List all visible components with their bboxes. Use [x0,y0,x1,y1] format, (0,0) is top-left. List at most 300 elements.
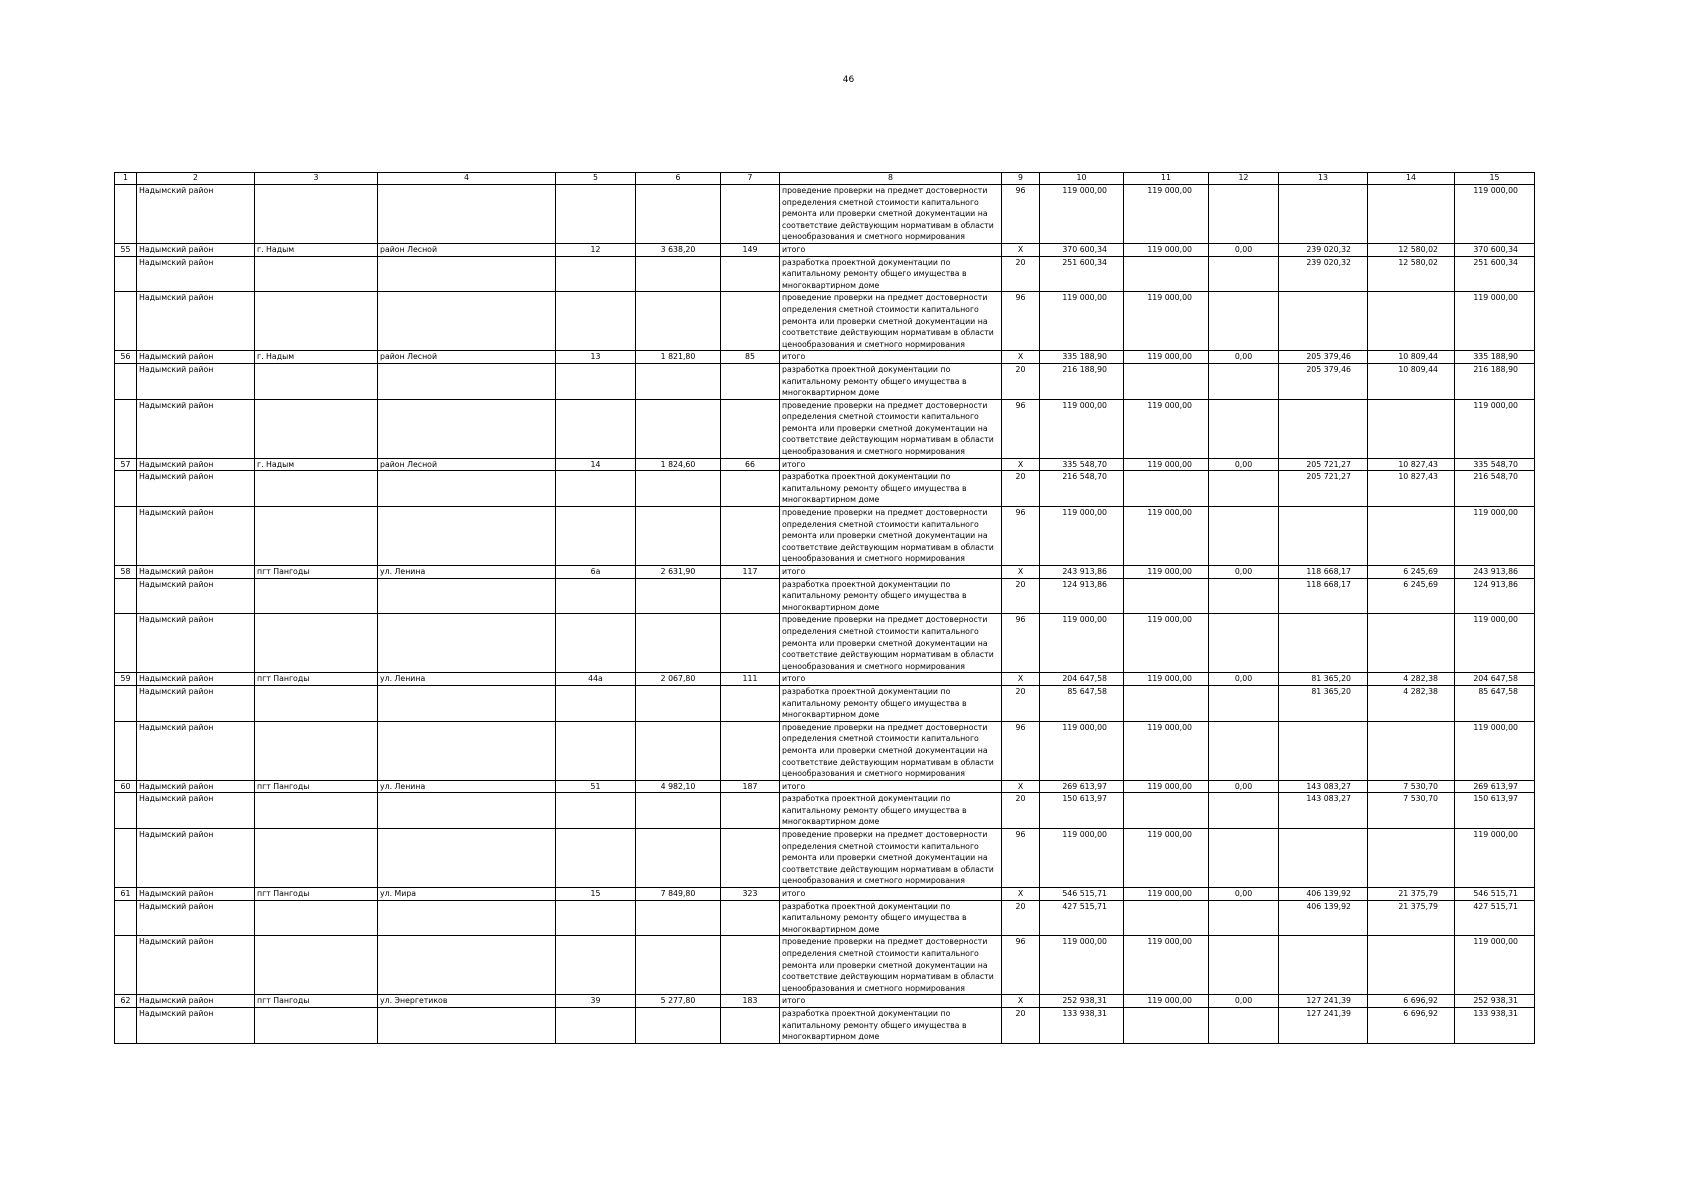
table-row [115,185,1535,244]
sum-cell: 119 000,00 [1455,292,1535,351]
budget-cell [1209,471,1279,507]
other-fund-cell: 6 696,92 [1368,995,1455,1008]
sum-cell: 124 913,86 [1455,578,1535,614]
budget-cell: 0,00 [1209,243,1279,256]
residents-cell: 117 [721,566,780,579]
work-code-cell: 20 [1002,685,1040,721]
street-cell [378,685,556,721]
owners-fund-cell: 205 379,46 [1279,363,1368,399]
total-cost-cell: 243 913,86 [1040,566,1124,579]
column-header-4: 4 [378,173,556,185]
fund-cost-cell: 119 000,00 [1124,243,1209,256]
locality-cell: пгт Пангоды [255,888,378,901]
street-cell: район Лесной [378,351,556,364]
budget-cell: 0,00 [1209,351,1279,364]
budget-cell: 0,00 [1209,458,1279,471]
locality-cell [255,829,378,888]
total-cost-cell: 216 188,90 [1040,363,1124,399]
owners-fund-cell: 239 020,32 [1279,243,1368,256]
sum-cell: 133 938,31 [1455,1007,1535,1043]
fund-cost-cell: 119 000,00 [1124,292,1209,351]
budget-cell [1209,1007,1279,1043]
district-cell: Надымский район [137,243,255,256]
owners-fund-cell [1279,185,1368,244]
work-code-cell: Х [1002,780,1040,793]
street-cell [378,256,556,292]
row-number [115,614,137,673]
district-cell: Надымский район [137,507,255,566]
budget-cell [1209,685,1279,721]
work-type-cell: проведение проверки на предмет достоверности определения сметной стоимости капитального ремонта или проверки сметной документации на соответствие действующим нормативам в области ценообразования и сметного нормирования [780,185,1002,244]
sum-cell: 243 913,86 [1455,566,1535,579]
row-number: 56 [115,351,137,364]
row-number [115,685,137,721]
other-fund-cell: 7 530,70 [1368,780,1455,793]
work-type-cell: итого [780,780,1002,793]
budget-cell [1209,721,1279,780]
sum-cell: 119 000,00 [1455,721,1535,780]
district-cell: Надымский район [137,256,255,292]
fund-cost-cell [1124,578,1209,614]
row-number [115,793,137,829]
street-cell: ул. Энергетиков [378,995,556,1008]
work-type-cell: итого [780,888,1002,901]
street-cell [378,614,556,673]
area-cell [636,292,721,351]
work-type-cell: проведение проверки на предмет достоверности определения сметной стоимости капитального ремонта или проверки сметной документации на соответствие действующим нормативам в области ценообразования и сметного нормирования [780,399,1002,458]
street-cell [378,399,556,458]
table-row [115,614,1535,673]
owners-fund-cell: 205 721,27 [1279,471,1368,507]
residents-cell [721,256,780,292]
residents-cell: 85 [721,351,780,364]
area-cell [636,507,721,566]
sum-cell: 427 515,71 [1455,900,1535,936]
work-code-cell: 96 [1002,185,1040,244]
work-code-cell: 96 [1002,614,1040,673]
work-type-cell: разработка проектной документации по капитальному ремонту общего имущества в многоквартирном доме [780,363,1002,399]
total-cost-cell: 119 000,00 [1040,507,1124,566]
house-number-cell [556,292,636,351]
table-row [115,936,1535,995]
table-row [115,1007,1535,1043]
sum-cell: 546 515,71 [1455,888,1535,901]
district-cell: Надымский район [137,363,255,399]
owners-fund-cell [1279,614,1368,673]
residents-cell [721,829,780,888]
total-cost-cell: 119 000,00 [1040,936,1124,995]
house-number-cell [556,1007,636,1043]
area-cell: 5 277,80 [636,995,721,1008]
work-code-cell: Х [1002,351,1040,364]
row-number: 59 [115,673,137,686]
street-cell [378,721,556,780]
residents-cell: 66 [721,458,780,471]
table-row [115,900,1535,936]
district-cell: Надымский район [137,458,255,471]
district-cell: Надымский район [137,793,255,829]
row-number: 58 [115,566,137,579]
total-cost-cell: 370 600,34 [1040,243,1124,256]
owners-fund-cell [1279,292,1368,351]
work-code-cell: 20 [1002,256,1040,292]
area-cell [636,614,721,673]
house-number-cell [556,185,636,244]
column-header-3: 3 [255,173,378,185]
area-cell [636,721,721,780]
work-type-cell: разработка проектной документации по капитальному ремонту общего имущества в многоквартирном доме [780,256,1002,292]
residents-cell: 149 [721,243,780,256]
locality-cell [255,292,378,351]
other-fund-cell [1368,721,1455,780]
sum-cell: 119 000,00 [1455,829,1535,888]
total-cost-cell: 251 600,34 [1040,256,1124,292]
table-row [115,780,1535,793]
work-code-cell: 20 [1002,793,1040,829]
owners-fund-cell: 239 020,32 [1279,256,1368,292]
district-cell: Надымский район [137,780,255,793]
house-number-cell [556,900,636,936]
other-fund-cell: 6 245,69 [1368,566,1455,579]
area-cell: 2 631,90 [636,566,721,579]
other-fund-cell: 12 580,02 [1368,243,1455,256]
other-fund-cell [1368,507,1455,566]
sum-cell: 252 938,31 [1455,995,1535,1008]
area-cell [636,399,721,458]
budget-cell [1209,363,1279,399]
street-cell [378,900,556,936]
other-fund-cell: 10 809,44 [1368,351,1455,364]
district-cell: Надымский район [137,292,255,351]
residents-cell [721,685,780,721]
other-fund-cell: 6 696,92 [1368,1007,1455,1043]
owners-fund-cell [1279,399,1368,458]
sum-cell: 119 000,00 [1455,936,1535,995]
row-number [115,721,137,780]
house-number-cell [556,578,636,614]
work-code-cell: 96 [1002,292,1040,351]
sum-cell: 335 188,90 [1455,351,1535,364]
house-number-cell [556,829,636,888]
house-number-cell [556,363,636,399]
total-cost-cell: 335 548,70 [1040,458,1124,471]
other-fund-cell [1368,936,1455,995]
district-cell: Надымский район [137,721,255,780]
area-cell [636,685,721,721]
house-number-cell: 15 [556,888,636,901]
owners-fund-cell: 205 721,27 [1279,458,1368,471]
table-row [115,829,1535,888]
sum-cell: 370 600,34 [1455,243,1535,256]
total-cost-cell: 133 938,31 [1040,1007,1124,1043]
area-cell [636,256,721,292]
table-row [115,995,1535,1008]
column-header-2: 2 [137,173,255,185]
locality-cell: г. Надым [255,458,378,471]
area-cell [636,185,721,244]
other-fund-cell [1368,292,1455,351]
table-row [115,888,1535,901]
sum-cell: 269 613,97 [1455,780,1535,793]
fund-cost-cell: 119 000,00 [1124,614,1209,673]
budget-cell [1209,578,1279,614]
fund-cost-cell [1124,256,1209,292]
fund-cost-cell: 119 000,00 [1124,829,1209,888]
locality-cell [255,936,378,995]
locality-cell [255,900,378,936]
table-row [115,399,1535,458]
locality-cell [255,363,378,399]
street-cell [378,507,556,566]
house-number-cell [556,685,636,721]
other-fund-cell: 10 827,43 [1368,458,1455,471]
fund-cost-cell [1124,1007,1209,1043]
column-header-13: 13 [1279,173,1368,185]
total-cost-cell: 216 548,70 [1040,471,1124,507]
other-fund-cell [1368,185,1455,244]
house-number-cell [556,793,636,829]
locality-cell [255,399,378,458]
residents-cell [721,721,780,780]
fund-cost-cell: 119 000,00 [1124,780,1209,793]
budget-cell: 0,00 [1209,673,1279,686]
area-cell: 7 849,80 [636,888,721,901]
residents-cell [721,578,780,614]
district-cell: Надымский район [137,566,255,579]
row-number [115,578,137,614]
fund-cost-cell: 119 000,00 [1124,185,1209,244]
work-code-cell: 20 [1002,1007,1040,1043]
other-fund-cell [1368,614,1455,673]
locality-cell [255,185,378,244]
sum-cell: 119 000,00 [1455,185,1535,244]
total-cost-cell: 335 188,90 [1040,351,1124,364]
budget-cell [1209,614,1279,673]
area-cell: 1 821,80 [636,351,721,364]
district-cell: Надымский район [137,900,255,936]
work-type-cell: проведение проверки на предмет достоверности определения сметной стоимости капитального ремонта или проверки сметной документации на соответствие действующим нормативам в области ценообразования и сметного нормирования [780,507,1002,566]
street-cell [378,292,556,351]
row-number [115,399,137,458]
row-number [115,363,137,399]
house-number-cell: 39 [556,995,636,1008]
table-row [115,685,1535,721]
total-cost-cell: 119 000,00 [1040,292,1124,351]
other-fund-cell: 21 375,79 [1368,888,1455,901]
house-number-cell: 14 [556,458,636,471]
house-number-cell [556,936,636,995]
sum-cell: 216 548,70 [1455,471,1535,507]
street-cell: ул. Ленина [378,566,556,579]
area-cell [636,363,721,399]
owners-fund-cell: 118 668,17 [1279,578,1368,614]
row-number [115,829,137,888]
sum-cell: 119 000,00 [1455,399,1535,458]
owners-fund-cell [1279,507,1368,566]
area-cell [636,578,721,614]
owners-fund-cell: 81 365,20 [1279,673,1368,686]
work-code-cell: 96 [1002,936,1040,995]
residents-cell [721,793,780,829]
budget-cell: 0,00 [1209,780,1279,793]
total-cost-cell: 119 000,00 [1040,399,1124,458]
total-cost-cell: 269 613,97 [1040,780,1124,793]
locality-cell [255,1007,378,1043]
locality-cell [255,614,378,673]
other-fund-cell [1368,829,1455,888]
table-row [115,471,1535,507]
residents-cell: 183 [721,995,780,1008]
table-header-row [115,173,1535,185]
table-row [115,243,1535,256]
other-fund-cell: 6 245,69 [1368,578,1455,614]
table-row [115,566,1535,579]
owners-fund-cell: 143 083,27 [1279,793,1368,829]
locality-cell: пгт Пангоды [255,995,378,1008]
sum-cell: 85 647,58 [1455,685,1535,721]
page-number: 46 [842,75,855,85]
owners-fund-cell: 205 379,46 [1279,351,1368,364]
budget-cell [1209,793,1279,829]
street-cell: ул. Ленина [378,780,556,793]
locality-cell [255,507,378,566]
area-cell [636,900,721,936]
capital-repair-table [114,172,1535,1044]
budget-cell [1209,399,1279,458]
sum-cell: 251 600,34 [1455,256,1535,292]
row-number: 57 [115,458,137,471]
budget-cell: 0,00 [1209,566,1279,579]
fund-cost-cell: 119 000,00 [1124,458,1209,471]
house-number-cell: 13 [556,351,636,364]
district-cell: Надымский район [137,995,255,1008]
district-cell: Надымский район [137,185,255,244]
sum-cell: 204 647,58 [1455,673,1535,686]
house-number-cell: 12 [556,243,636,256]
total-cost-cell: 119 000,00 [1040,185,1124,244]
street-cell: район Лесной [378,458,556,471]
column-header-8: 8 [780,173,1002,185]
row-number: 62 [115,995,137,1008]
area-cell [636,829,721,888]
work-type-cell: проведение проверки на предмет достоверности определения сметной стоимости капитального ремонта или проверки сметной документации на соответствие действующим нормативам в области ценообразования и сметного нормирования [780,614,1002,673]
district-cell: Надымский район [137,1007,255,1043]
work-type-cell: итого [780,458,1002,471]
total-cost-cell: 119 000,00 [1040,614,1124,673]
work-code-cell: 96 [1002,721,1040,780]
sum-cell: 119 000,00 [1455,614,1535,673]
owners-fund-cell: 118 668,17 [1279,566,1368,579]
budget-cell [1209,185,1279,244]
total-cost-cell: 119 000,00 [1040,829,1124,888]
fund-cost-cell: 119 000,00 [1124,399,1209,458]
work-type-cell: проведение проверки на предмет достоверности определения сметной стоимости капитального ремонта или проверки сметной документации на соответствие действующим нормативам в области ценообразования и сметного нормирования [780,829,1002,888]
work-type-cell: итого [780,566,1002,579]
row-number [115,185,137,244]
locality-cell: пгт Пангоды [255,566,378,579]
work-type-cell: разработка проектной документации по капитальному ремонту общего имущества в многоквартирном доме [780,471,1002,507]
total-cost-cell: 150 613,97 [1040,793,1124,829]
total-cost-cell: 546 515,71 [1040,888,1124,901]
work-type-cell: разработка проектной документации по капитальному ремонту общего имущества в многоквартирном доме [780,793,1002,829]
owners-fund-cell: 127 241,39 [1279,1007,1368,1043]
total-cost-cell: 252 938,31 [1040,995,1124,1008]
owners-fund-cell: 406 139,92 [1279,900,1368,936]
work-code-cell: Х [1002,888,1040,901]
total-cost-cell: 204 647,58 [1040,673,1124,686]
other-fund-cell: 21 375,79 [1368,900,1455,936]
locality-cell [255,685,378,721]
work-type-cell: итого [780,243,1002,256]
work-type-cell: итого [780,995,1002,1008]
locality-cell: пгт Пангоды [255,673,378,686]
work-type-cell: итого [780,351,1002,364]
table-row [115,351,1535,364]
table-row [115,578,1535,614]
residents-cell [721,900,780,936]
column-header-14: 14 [1368,173,1455,185]
area-cell: 3 638,20 [636,243,721,256]
fund-cost-cell: 119 000,00 [1124,507,1209,566]
table-row [115,507,1535,566]
table-row [115,458,1535,471]
district-cell: Надымский район [137,471,255,507]
work-type-cell: разработка проектной документации по капитальному ремонту общего имущества в многоквартирном доме [780,685,1002,721]
street-cell [378,793,556,829]
house-number-cell [556,721,636,780]
column-header-1: 1 [115,173,137,185]
other-fund-cell: 12 580,02 [1368,256,1455,292]
owners-fund-cell: 127 241,39 [1279,995,1368,1008]
column-header-6: 6 [636,173,721,185]
other-fund-cell: 10 809,44 [1368,363,1455,399]
street-cell [378,185,556,244]
column-header-15: 15 [1455,173,1535,185]
work-code-cell: Х [1002,458,1040,471]
budget-cell [1209,256,1279,292]
residents-cell: 187 [721,780,780,793]
table-row [115,793,1535,829]
street-cell: ул. Мира [378,888,556,901]
work-code-cell: 20 [1002,578,1040,614]
locality-cell: г. Надым [255,243,378,256]
work-type-cell: проведение проверки на предмет достоверности определения сметной стоимости капитального ремонта или проверки сметной документации на соответствие действующим нормативам в области ценообразования и сметного нормирования [780,936,1002,995]
fund-cost-cell [1124,685,1209,721]
locality-cell: г. Надым [255,351,378,364]
column-header-9: 9 [1002,173,1040,185]
street-cell [378,363,556,399]
area-cell [636,471,721,507]
district-cell: Надымский район [137,685,255,721]
sum-cell: 150 613,97 [1455,793,1535,829]
budget-cell: 0,00 [1209,888,1279,901]
budget-cell [1209,292,1279,351]
budget-cell [1209,900,1279,936]
owners-fund-cell [1279,721,1368,780]
fund-cost-cell: 119 000,00 [1124,936,1209,995]
area-cell [636,1007,721,1043]
row-number [115,900,137,936]
owners-fund-cell: 406 139,92 [1279,888,1368,901]
house-number-cell [556,471,636,507]
sum-cell: 335 548,70 [1455,458,1535,471]
work-type-cell: разработка проектной документации по капитальному ремонту общего имущества в многоквартирном доме [780,578,1002,614]
residents-cell [721,292,780,351]
residents-cell [721,399,780,458]
residents-cell: 111 [721,673,780,686]
fund-cost-cell: 119 000,00 [1124,721,1209,780]
owners-fund-cell: 81 365,20 [1279,685,1368,721]
